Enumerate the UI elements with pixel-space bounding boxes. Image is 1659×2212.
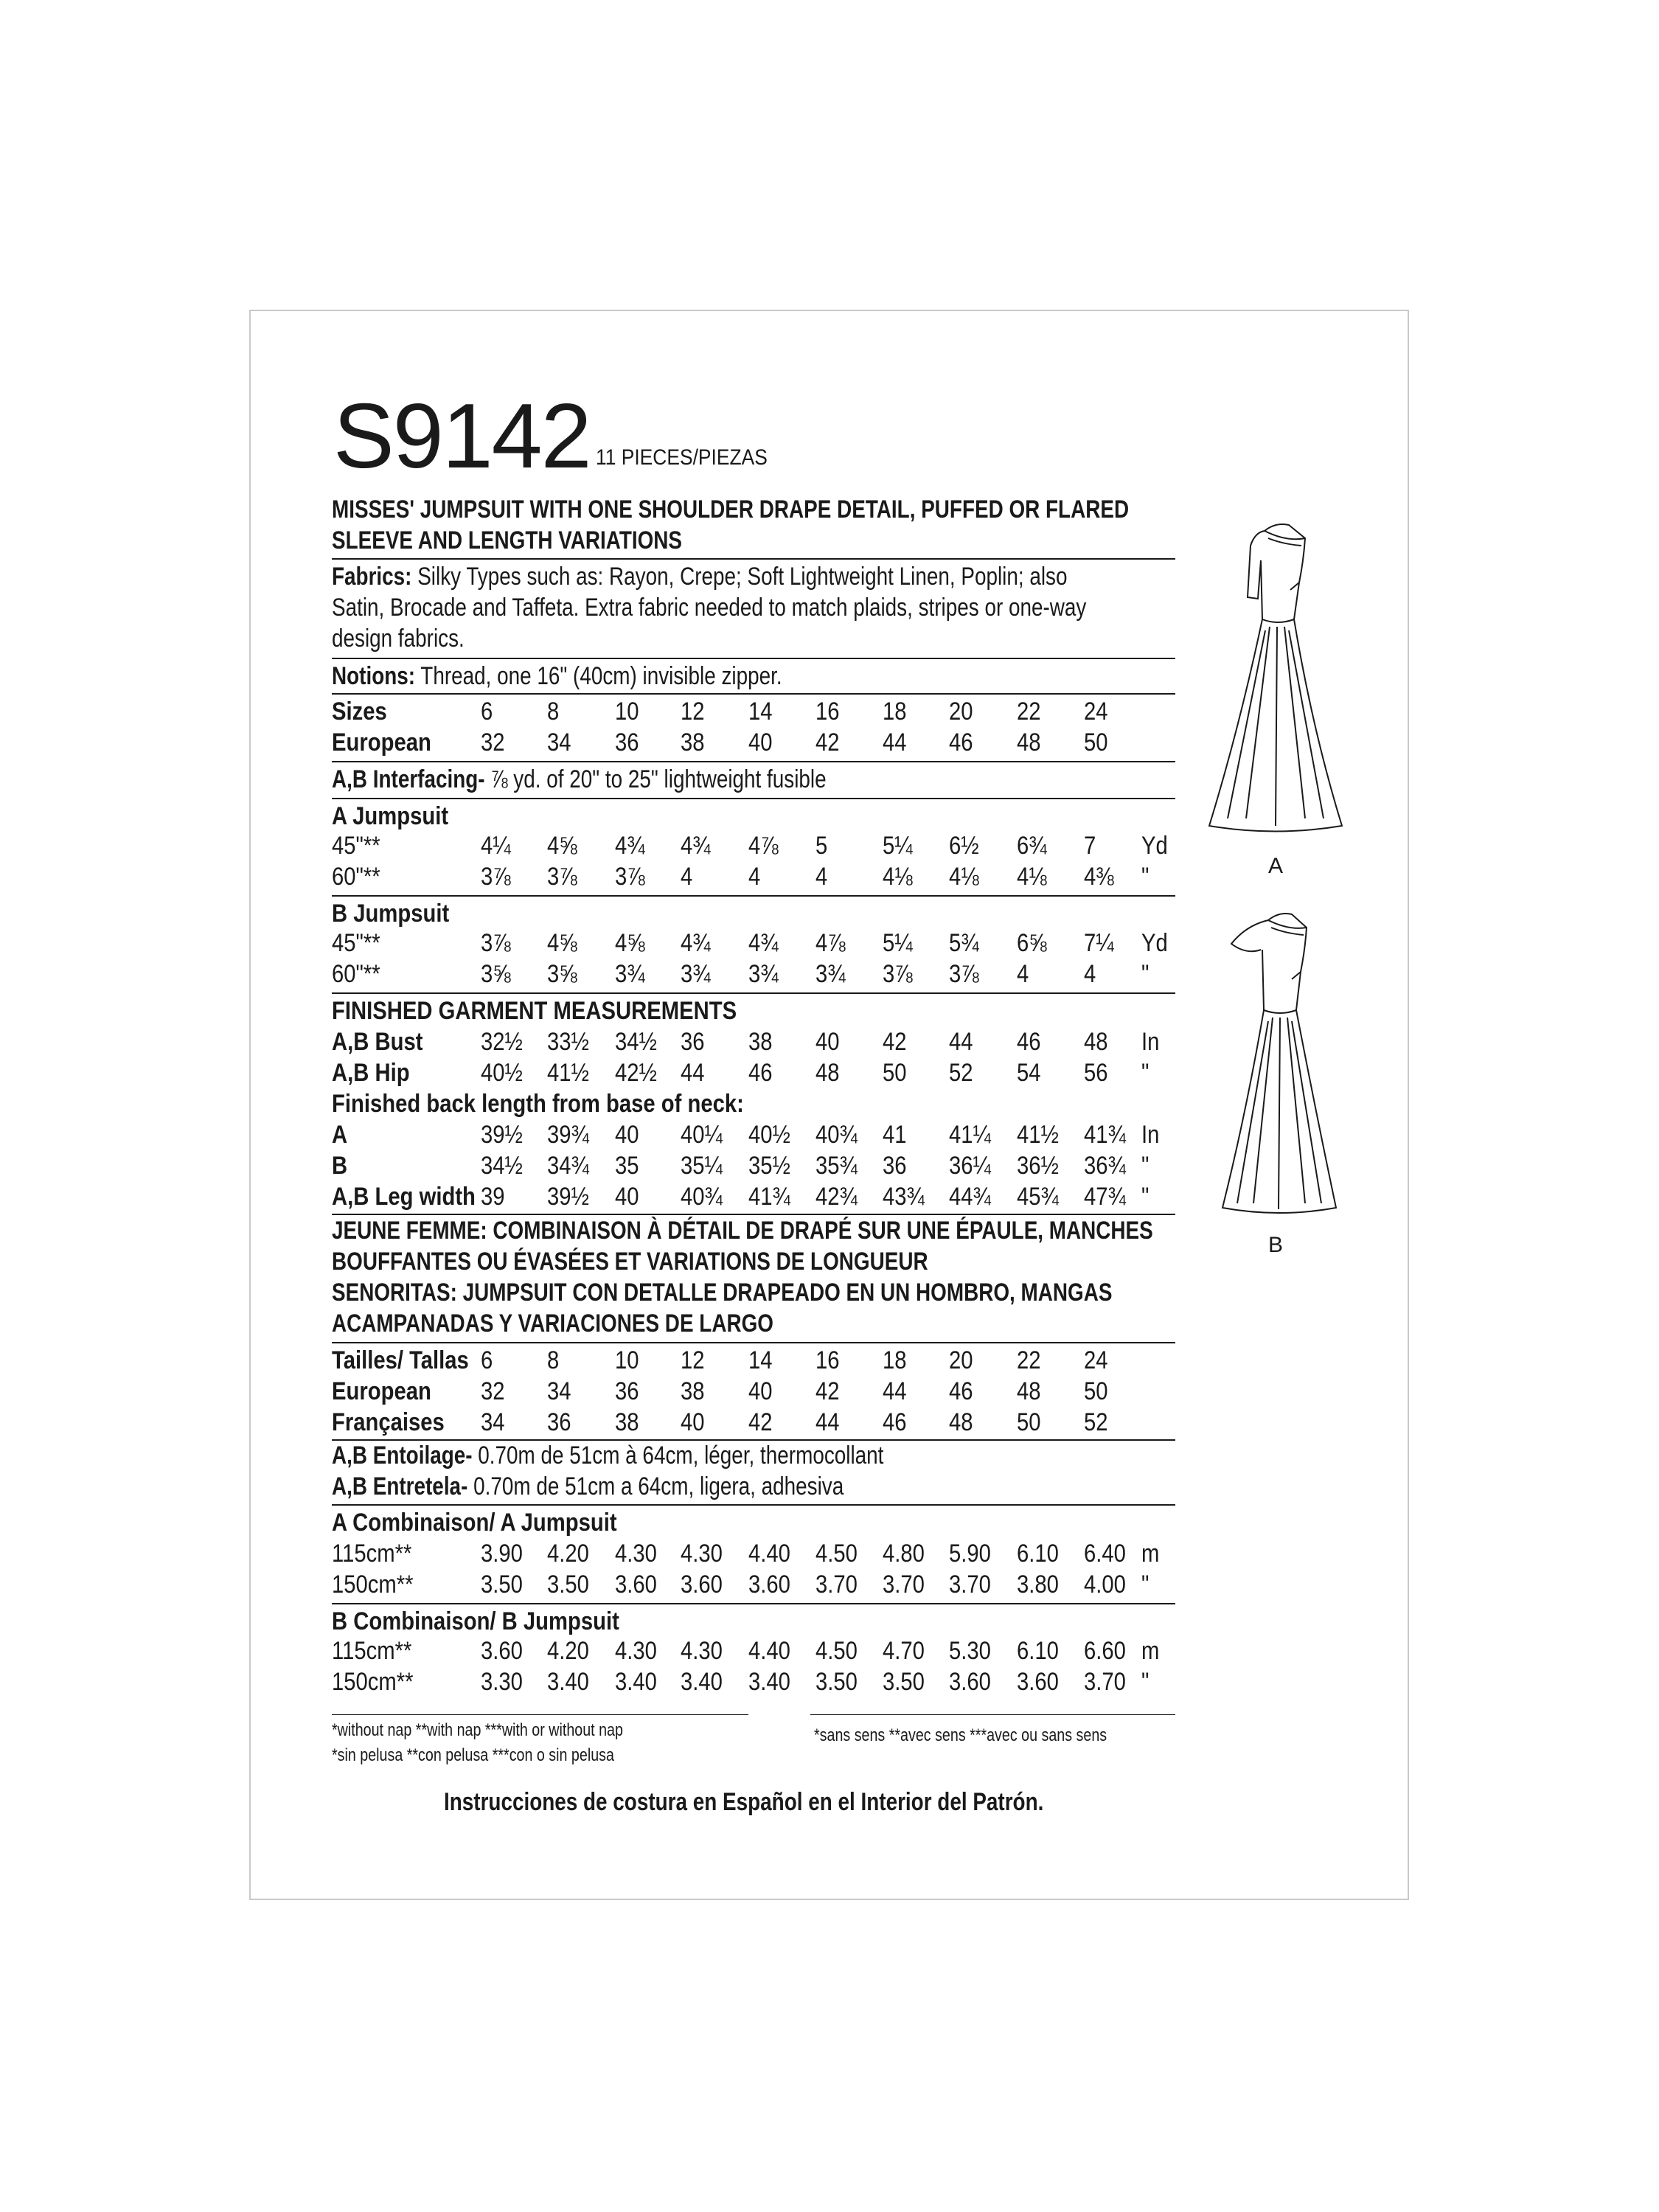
table-cell: 3¾: [615, 960, 645, 988]
table-cell: 45¾: [1017, 1183, 1059, 1211]
row-label: Françaises: [332, 1408, 445, 1436]
jumpsuit-a-illustration: [1194, 509, 1357, 841]
table-cell: 40¾: [681, 1183, 723, 1211]
table-cell: 4: [748, 863, 761, 891]
table-cell: 4.30: [615, 1540, 657, 1568]
table-cell: 34¾: [547, 1152, 589, 1180]
table-cell: 3.40: [681, 1668, 723, 1696]
row-label: 150cm**: [332, 1571, 414, 1599]
table-cell: 3.60: [949, 1668, 991, 1696]
jumpsuit-b-illustration: [1194, 900, 1357, 1224]
row-label: A: [332, 1121, 348, 1149]
title-line-1: MISSES' JUMPSUIT WITH ONE SHOULDER DRAPE DETAIL, PUFFED OR FLARED: [332, 495, 1130, 524]
row-label: Sizes: [332, 698, 387, 726]
table-cell: 46: [748, 1059, 773, 1087]
table-cell: 4⅝: [547, 832, 577, 860]
table-cell: 4.70: [883, 1637, 925, 1665]
entretela-line: [332, 1472, 844, 1501]
table-cell: 4.30: [681, 1637, 723, 1665]
table-cell: 50: [1017, 1408, 1041, 1436]
table-cell: 35½: [748, 1152, 790, 1180]
fabrics-line-3: design fabrics.: [332, 625, 465, 653]
fabrics-text-1: Silky Types such as: Rayon, Crepe; Soft Lightweight Linen, Poplin; also: [417, 563, 1068, 591]
entoilage-label: A,B Entoilage-: [332, 1441, 473, 1470]
table-cell: 34: [481, 1408, 505, 1436]
table-cell: 3.40: [748, 1668, 790, 1696]
table-cell: 35¾: [815, 1152, 858, 1180]
table-cell: 36: [615, 1377, 639, 1405]
table-cell: 3¾: [748, 960, 779, 988]
table-cell: 36¼: [949, 1152, 991, 1180]
table-cell: 18: [883, 1346, 907, 1374]
table-cell: 4.40: [748, 1637, 790, 1665]
figure-b-label: B: [1268, 1233, 1284, 1257]
table-cell: 8: [547, 698, 560, 726]
table-cell: 6.10: [1017, 1540, 1059, 1568]
title-line-2: SLEEVE AND LENGTH VARIATIONS: [332, 526, 683, 554]
table-cell: 3.40: [615, 1668, 657, 1696]
table-cell: 12: [681, 698, 705, 726]
table-cell: 6¾: [1017, 832, 1047, 860]
table-cell: 3.60: [748, 1571, 790, 1599]
table-cell: 36: [681, 1028, 705, 1056]
table-cell: 48: [815, 1059, 840, 1087]
unit-cell: ": [1141, 1059, 1150, 1087]
table-cell: 4⅝: [547, 929, 577, 957]
table-cell: 47¾: [1084, 1183, 1126, 1211]
table-cell: 3.30: [481, 1668, 523, 1696]
table-cell: 10: [615, 698, 639, 726]
table-cell: 3.70: [1084, 1668, 1126, 1696]
row-label: B: [332, 1152, 348, 1180]
figure-a-label: A: [1268, 854, 1284, 878]
section-label: Finished back length from base of neck:: [332, 1090, 744, 1118]
fr-title-line-2: BOUFFANTES OU ÉVASÉES ET VARIATIONS DE LONGUEUR: [332, 1248, 928, 1276]
table-cell: 50: [1084, 728, 1108, 757]
table-cell: 42: [815, 728, 840, 757]
table-cell: 6½: [949, 832, 979, 860]
table-cell: 46: [949, 1377, 973, 1405]
table-cell: 4⅛: [1017, 863, 1047, 891]
table-cell: 6.10: [1017, 1637, 1059, 1665]
table-cell: 3⅝: [547, 960, 577, 988]
table-cell: 4.40: [748, 1540, 790, 1568]
table-cell: 33½: [547, 1028, 589, 1056]
unit-cell: ": [1141, 1668, 1150, 1696]
table-cell: 50: [883, 1059, 907, 1087]
table-cell: 48: [949, 1408, 973, 1436]
table-cell: 4⅞: [815, 929, 846, 957]
table-cell: 3.60: [1017, 1668, 1059, 1696]
table-cell: 40¾: [815, 1121, 858, 1149]
table-cell: 5¼: [883, 832, 913, 860]
table-cell: 4⅜: [1084, 863, 1114, 891]
row-label: A,B Hip: [332, 1059, 410, 1087]
table-cell: 42½: [615, 1059, 657, 1087]
table-cell: 4.80: [883, 1540, 925, 1568]
table-cell: 39½: [547, 1183, 589, 1211]
table-cell: 3.50: [481, 1571, 523, 1599]
unit-cell: ": [1141, 1183, 1150, 1211]
unit-cell: m: [1141, 1540, 1160, 1568]
table-cell: 41¾: [748, 1183, 790, 1211]
entretela-text: 0.70m de 51cm a 64cm, ligera, adhesiva: [473, 1472, 844, 1500]
table-cell: 18: [883, 698, 907, 726]
table-cell: 20: [949, 698, 973, 726]
table-cell: 42¾: [815, 1183, 858, 1211]
table-cell: 3⅞: [615, 863, 645, 891]
table-cell: 3.70: [883, 1571, 925, 1599]
table-cell: 4.30: [615, 1637, 657, 1665]
divider: [332, 798, 1175, 799]
row-label: 60"**: [332, 960, 380, 988]
table-cell: 36: [883, 1152, 907, 1180]
table-cell: 34½: [481, 1152, 523, 1180]
table-cell: 38: [681, 1377, 705, 1405]
row-label: 115cm**: [332, 1540, 412, 1568]
table-cell: 32: [481, 728, 505, 757]
divider: [332, 693, 1175, 695]
table-cell: 44: [883, 1377, 907, 1405]
entoilage-line: [332, 1441, 883, 1470]
table-cell: 3.50: [815, 1668, 858, 1696]
table-cell: 34½: [615, 1028, 657, 1056]
divider: [332, 895, 1175, 897]
divider: [332, 558, 1175, 560]
table-cell: 4¼: [481, 832, 511, 860]
table-cell: 36¾: [1084, 1152, 1126, 1180]
interfacing-label: A,B Interfacing-: [332, 765, 485, 793]
fr-title-line-1: JEUNE FEMME: COMBINAISON À DÉTAIL DE DRAPÉ SUR UNE ÉPAULE, MANCHES: [332, 1217, 1153, 1245]
interfacing-line: [332, 765, 827, 794]
footnote-rule: [332, 1714, 748, 1715]
table-cell: 35: [615, 1152, 639, 1180]
table-cell: 12: [681, 1346, 705, 1374]
fabrics-label: Fabrics:: [332, 563, 412, 591]
row-label: A,B Bust: [332, 1028, 423, 1056]
table-cell: 48: [1017, 1377, 1041, 1405]
footnote-french: *sans sens **avec sens ***avec ou sans sens: [814, 1725, 1107, 1745]
divider: [332, 761, 1175, 762]
table-cell: 40½: [481, 1059, 523, 1087]
table-cell: 3⅞: [547, 863, 577, 891]
table-cell: 6⅝: [1017, 929, 1047, 957]
table-cell: 5.30: [949, 1637, 991, 1665]
table-cell: 32½: [481, 1028, 523, 1056]
table-cell: 3.70: [815, 1571, 858, 1599]
table-cell: 40: [815, 1028, 840, 1056]
es-title-line-1: SENORITAS: JUMPSUIT CON DETALLE DRAPEADO EN UN HOMBRO, MANGAS: [332, 1279, 1113, 1307]
table-cell: 42: [748, 1408, 773, 1436]
unit-cell: ": [1141, 960, 1150, 988]
table-cell: 36: [615, 728, 639, 757]
entoilage-text: 0.70m de 51cm à 64cm, léger, thermocollant: [478, 1441, 884, 1470]
table-cell: 48: [1017, 728, 1041, 757]
table-cell: 16: [815, 1346, 840, 1374]
table-cell: 10: [615, 1346, 639, 1374]
table-cell: 6: [481, 1346, 493, 1374]
table-cell: 39¾: [547, 1121, 589, 1149]
table-cell: 3¾: [681, 960, 711, 988]
section-label: A Combinaison/ A Jumpsuit: [332, 1509, 617, 1537]
table-cell: 50: [1084, 1377, 1108, 1405]
table-cell: 42: [815, 1377, 840, 1405]
table-cell: 4⅛: [883, 863, 913, 891]
es-title-line-2: ACAMPANADAS Y VARIACIONES DE LARGO: [332, 1310, 773, 1338]
table-cell: 40: [748, 1377, 773, 1405]
divider: [332, 1342, 1175, 1343]
table-cell: 4.50: [815, 1540, 858, 1568]
table-cell: 4.20: [547, 1540, 589, 1568]
row-label: 60"**: [332, 863, 380, 891]
table-cell: 3⅞: [949, 960, 979, 988]
table-cell: 44: [883, 728, 907, 757]
table-cell: 40: [681, 1408, 705, 1436]
table-cell: 4.30: [681, 1540, 723, 1568]
table-cell: 39½: [481, 1121, 523, 1149]
table-cell: 48: [1084, 1028, 1108, 1056]
row-label: A,B Leg width: [332, 1183, 476, 1211]
table-cell: 20: [949, 1346, 973, 1374]
notions-line: [332, 662, 782, 691]
spanish-instructions-note: Instrucciones de costura en Español en el Interior del Patrón.: [444, 1788, 1044, 1816]
table-cell: 40: [748, 728, 773, 757]
table-cell: 44: [681, 1059, 705, 1087]
table-cell: 14: [748, 1346, 773, 1374]
table-cell: 34: [547, 1377, 571, 1405]
table-cell: 14: [748, 698, 773, 726]
table-cell: 41¾: [1084, 1121, 1126, 1149]
table-cell: 38: [748, 1028, 773, 1056]
table-cell: 52: [949, 1059, 973, 1087]
notions-text: Thread, one 16" (40cm) invisible zipper.: [420, 662, 782, 690]
unit-cell: Yd: [1141, 929, 1168, 957]
table-cell: 3⅞: [481, 929, 511, 957]
table-cell: 3¾: [815, 960, 846, 988]
table-cell: 44¾: [949, 1183, 991, 1211]
table-cell: 36: [547, 1408, 571, 1436]
pieces-count: 11 PIECES/PIEZAS: [596, 445, 768, 470]
section-label: B Combinaison/ B Jumpsuit: [332, 1607, 619, 1635]
table-cell: 35¼: [681, 1152, 723, 1180]
table-cell: 52: [1084, 1408, 1108, 1436]
section-label: FINISHED GARMENT MEASUREMENTS: [332, 997, 737, 1025]
row-label: Tailles/ Tallas: [332, 1346, 469, 1374]
table-cell: 4¾: [748, 929, 779, 957]
table-cell: 4: [681, 863, 693, 891]
table-cell: 44: [815, 1408, 840, 1436]
table-cell: 4¾: [681, 929, 711, 957]
table-cell: 43¾: [883, 1183, 925, 1211]
row-label: 115cm**: [332, 1637, 412, 1665]
table-cell: 5.90: [949, 1540, 991, 1568]
table-cell: 22: [1017, 698, 1041, 726]
table-cell: 4¾: [681, 832, 711, 860]
row-label: 45"**: [332, 929, 380, 957]
row-label: 45"**: [332, 832, 380, 860]
table-cell: 3.80: [1017, 1571, 1059, 1599]
table-cell: 3.90: [481, 1540, 523, 1568]
table-cell: 40¼: [681, 1121, 723, 1149]
table-cell: 38: [681, 728, 705, 757]
table-cell: 3.50: [547, 1571, 589, 1599]
table-cell: 16: [815, 698, 840, 726]
divider: [332, 658, 1175, 659]
table-cell: 24: [1084, 698, 1108, 726]
table-cell: 5¾: [949, 929, 979, 957]
table-cell: 4.50: [815, 1637, 858, 1665]
table-cell: 7: [1084, 832, 1096, 860]
table-cell: 4: [1084, 960, 1096, 988]
table-cell: 41¼: [949, 1121, 991, 1149]
table-cell: 3.60: [681, 1571, 723, 1599]
footnote-english: *without nap **with nap ***with or without nap: [332, 1720, 623, 1740]
table-cell: 44: [949, 1028, 973, 1056]
table-cell: 41½: [547, 1059, 589, 1087]
table-cell: 24: [1084, 1346, 1108, 1374]
section-label: A Jumpsuit: [332, 802, 449, 830]
table-cell: 54: [1017, 1059, 1041, 1087]
divider: [332, 1504, 1175, 1506]
table-cell: 8: [547, 1346, 560, 1374]
table-cell: 6.40: [1084, 1540, 1126, 1568]
table-cell: 6: [481, 698, 493, 726]
row-label: European: [332, 728, 431, 757]
fabrics-line-1: [332, 563, 1068, 591]
table-cell: 4: [1017, 960, 1029, 988]
table-cell: 3.40: [547, 1668, 589, 1696]
unit-cell: In: [1141, 1121, 1160, 1149]
notions-label: Notions:: [332, 662, 416, 690]
interfacing-text: ⅞ yd. of 20" to 25" lightweight fusible: [490, 765, 827, 793]
table-cell: 4.00: [1084, 1571, 1126, 1599]
table-cell: 3⅞: [481, 863, 511, 891]
table-cell: 5¼: [883, 929, 913, 957]
unit-cell: Yd: [1141, 832, 1168, 860]
table-cell: 3.60: [481, 1637, 523, 1665]
table-cell: 40: [615, 1183, 639, 1211]
section-label: B Jumpsuit: [332, 900, 450, 928]
table-cell: 41½: [1017, 1121, 1059, 1149]
table-cell: 39: [481, 1183, 505, 1211]
unit-cell: ": [1141, 863, 1150, 891]
table-cell: 42: [883, 1028, 907, 1056]
row-label: European: [332, 1377, 431, 1405]
table-cell: 3.50: [883, 1668, 925, 1696]
table-cell: 22: [1017, 1346, 1041, 1374]
table-cell: 34: [547, 728, 571, 757]
table-cell: 4⅝: [615, 929, 645, 957]
divider: [332, 992, 1175, 994]
footnote-rule: [810, 1714, 1175, 1715]
unit-cell: m: [1141, 1637, 1160, 1665]
table-cell: 38: [615, 1408, 639, 1436]
table-cell: 32: [481, 1377, 505, 1405]
unit-cell: ": [1141, 1152, 1150, 1180]
table-cell: 46: [1017, 1028, 1041, 1056]
table-cell: 40: [615, 1121, 639, 1149]
unit-cell: ": [1141, 1571, 1150, 1599]
table-cell: 46: [949, 728, 973, 757]
table-cell: 3⅞: [883, 960, 913, 988]
table-cell: 4⅛: [949, 863, 979, 891]
table-cell: 3.70: [949, 1571, 991, 1599]
table-cell: 56: [1084, 1059, 1108, 1087]
divider: [332, 1603, 1175, 1604]
table-cell: 4.20: [547, 1637, 589, 1665]
footnote-spanish: *sin pelusa **con pelusa ***con o sin pelusa: [332, 1745, 614, 1765]
table-cell: 4: [815, 863, 828, 891]
row-label: 150cm**: [332, 1668, 414, 1696]
table-cell: 3.60: [615, 1571, 657, 1599]
entretela-label: A,B Entretela-: [332, 1472, 468, 1500]
divider: [332, 1439, 1175, 1441]
table-cell: 41: [883, 1121, 907, 1149]
fabrics-line-2: Satin, Brocade and Taffeta. Extra fabric needed to match plaids, stripes or one-way: [332, 594, 1087, 622]
table-cell: 4¾: [615, 832, 645, 860]
table-cell: 36½: [1017, 1152, 1059, 1180]
table-cell: 7¼: [1084, 929, 1114, 957]
divider: [332, 1214, 1175, 1215]
table-cell: 5: [815, 832, 828, 860]
table-cell: 3⅝: [481, 960, 511, 988]
table-cell: 6.60: [1084, 1637, 1126, 1665]
pattern-code: S9142: [333, 386, 591, 487]
table-cell: 40½: [748, 1121, 790, 1149]
table-cell: 4⅞: [748, 832, 779, 860]
table-cell: 46: [883, 1408, 907, 1436]
unit-cell: In: [1141, 1028, 1160, 1056]
